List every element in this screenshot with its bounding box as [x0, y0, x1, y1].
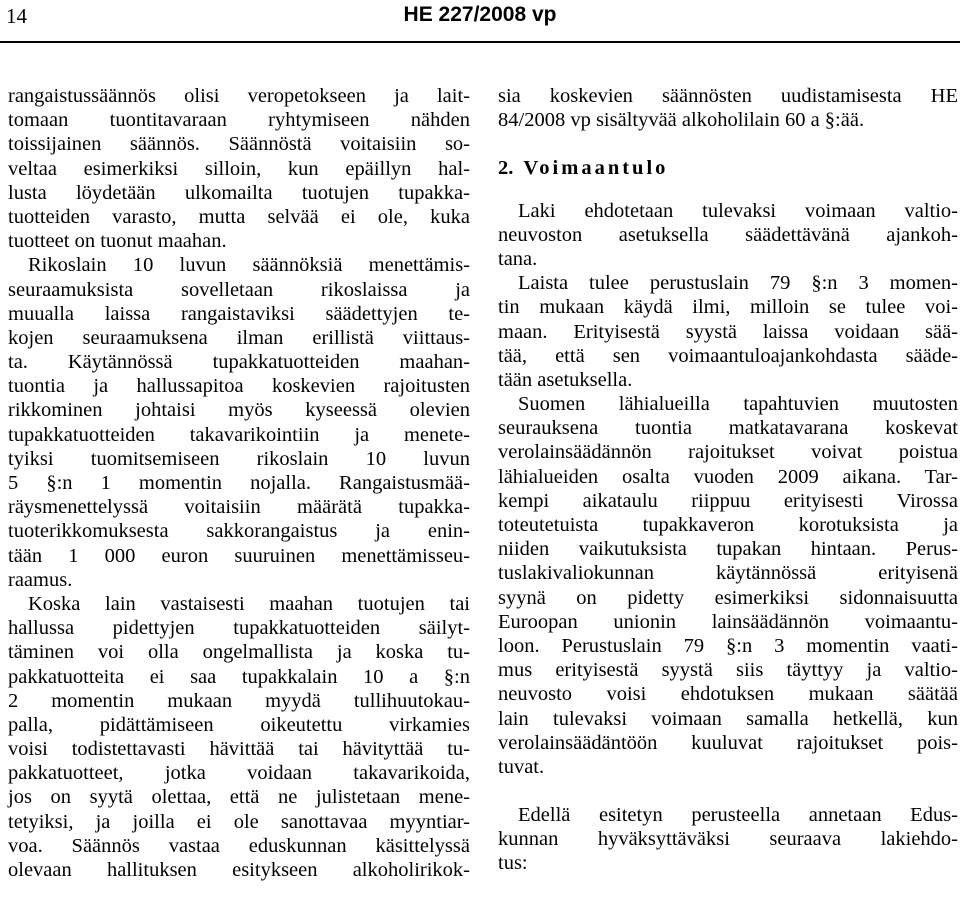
- text-line: muualla laissa rangaistaviksi säädettyjen te-: [8, 302, 470, 325]
- document-id: HE 227/2008 vp: [403, 3, 557, 26]
- page-number: 14: [6, 4, 27, 28]
- text-line: kojen seuraamuksena ilman erillistä viittaus-: [8, 326, 470, 349]
- text-line: tään asetuksella.: [498, 368, 633, 391]
- text-line: niiden vaikutuksista tupakan hintaan. Perus-: [498, 538, 958, 561]
- text-line: tupakkatuotteiden takavarikointiin ja menete-: [8, 423, 470, 446]
- text-line: tus:: [498, 852, 528, 875]
- text-line: voisi todistettavasti hävittää tai hävityttää tu-: [8, 738, 470, 761]
- text-line: veltaa esimerkiksi silloin, kun epäillyn hal-: [8, 157, 470, 180]
- text-line: tana.: [498, 247, 538, 270]
- text-line: tetyiksi, ja joilla ei ole sanottavaa myyntiar-: [8, 810, 470, 833]
- text-line: lähialueiden osalta vuoden 2009 aikana. Tar-: [498, 465, 958, 488]
- page-header: [0, 0, 960, 40]
- text-line: kunnan hyväksyttäväksi seuraava lakiehdo-: [498, 828, 958, 851]
- text-line: tään 1 000 euron suuruinen menettämisseu-: [8, 544, 470, 567]
- text-line: tomaan tuontitavaraan ryhtymiseen nähden: [8, 109, 470, 132]
- text-line: toissijainen säännös. Säännöstä voitaisiin so-: [8, 133, 470, 156]
- text-line: ta. Käytännössä tupakkatuotteiden maahan-: [8, 351, 470, 374]
- text-line: pakkatuotteet, jotka voidaan takavarikoida,: [8, 762, 470, 785]
- text-line: räysmenettelyssä voitaisiin määrätä tupakka-: [8, 496, 470, 519]
- text-line: tuotteiden varasto, mutta selvää ei ole, kuka: [8, 205, 470, 228]
- text-line: sia koskevien säännösten uudistamisesta HE: [498, 85, 958, 107]
- text-line: tuslakivaliokunnan käytännössä erityisenä: [498, 562, 958, 585]
- spacer: [498, 181, 958, 199]
- left-column: [8, 84, 470, 882]
- text-line: Rikoslain 10 luvun säännöksiä menettämis-: [28, 254, 470, 277]
- spacer: [498, 779, 958, 803]
- text-line: tuotteet on tuonut maahan.: [8, 230, 227, 253]
- section-number: 2.: [498, 157, 514, 180]
- text-line: tin mukaan käydä ilmi, milloin se tulee voi-: [498, 296, 958, 319]
- text-line: täminen voi olla ongelmallista ja koska tu-: [8, 641, 470, 664]
- text-line: 84/2008 vp sisältyvää alkoholilain 60 a §:ää.: [498, 109, 865, 132]
- text-line: olevaan hallituksen esitykseen alkoholirikok-: [8, 859, 470, 881]
- text-line: tuontia ja hallussapitoa koskevien rajoitusten: [8, 375, 470, 398]
- text-line: voa. Säännös vastaa eduskunnan käsittelyssä: [8, 834, 470, 857]
- text-line: Laista tulee perustuslain 79 §:n 3 momen-: [518, 272, 958, 295]
- header-rule: [0, 41, 960, 43]
- right-column-continuation: [498, 84, 958, 132]
- text-line: toteutetuista tupakkaveron korotuksista ja: [498, 514, 958, 536]
- text-line: syynä on pidetty esimerkiksi sidonnaisuutta: [498, 586, 958, 609]
- text-line: verolainsäädäntöön kuuluvat rajoitukset pois-: [498, 731, 958, 754]
- text-line: neuvosto voisi ehdotuksen mukaan säätää: [498, 683, 958, 706]
- section-heading: [498, 156, 958, 180]
- section-body: [498, 199, 958, 780]
- text-line: tyiksi tuomitsemiseen rikoslain 10 luvun: [8, 447, 470, 470]
- text-line: raamus.: [8, 568, 73, 591]
- text-line: seuraamuksista sovelletaan rikoslaissa ja: [8, 278, 470, 301]
- text-line: Koska lain vastaisesti maahan tuotujen tai: [28, 592, 470, 615]
- text-line: tuoterikkomuksesta sakkorangaistus ja enin-: [8, 520, 470, 543]
- text-line: 5 §:n 1 momentin nojalla. Rangaistusmää-: [8, 472, 470, 494]
- section-title: Voimaantulo: [523, 157, 669, 180]
- text-line: mus erityisestä syystä siis täyttyy ja valtio-: [498, 659, 958, 682]
- text-line: Edellä esitetyn perusteella annetaan Edus-: [518, 804, 958, 827]
- text-line: tää, että sen voimaantuloajankohdasta sääde-: [498, 344, 958, 367]
- text-line: Euroopan unionin lainsäädännön voimaantu-: [498, 610, 958, 633]
- spacer: [498, 132, 958, 156]
- text-line: verolainsäädännön rajoitukset voivat poistua: [498, 441, 958, 464]
- text-line: rikkominen johtaisi myös kyseessä olevien: [8, 399, 470, 422]
- text-line: Suomen lähialueilla tapahtuvien muutosten: [518, 393, 958, 416]
- text-line: maan. Erityisestä syystä laissa voidaan sää-: [498, 320, 958, 343]
- text-line: Laki ehdotetaan tulevaksi voimaan valtio-: [518, 199, 958, 222]
- text-line: hallussa pidettyjen tupakkatuotteiden säilyt-: [8, 617, 470, 640]
- closing-paragraph: [498, 803, 958, 876]
- text-line: neuvoston asetuksella säädettävänä ajankoh-: [498, 223, 958, 246]
- text-line: seurauksena tuontia matkatavarana koskevat: [498, 417, 958, 440]
- text-line: pakkatuotteita ei saa tupakkalain 10 a §:n: [8, 665, 470, 688]
- text-line: palla, pidättämiseen oikeutettu virkamies: [8, 713, 470, 736]
- text-line: tuvat.: [498, 755, 545, 778]
- text-line: rangaistussäännös olisi veropetokseen ja lait-: [8, 85, 470, 107]
- text-line: 2 momentin mukaan myydä tullihuutokau-: [8, 689, 470, 712]
- text-line: kempi aikataulu riippuu erityisesti Virossa: [498, 489, 958, 512]
- text-line: loon. Perustuslain 79 §:n 3 momentin vaati-: [498, 634, 958, 657]
- text-line: lusta löydetään ulkomailta tuotujen tupakka-: [8, 181, 470, 204]
- text-line: jos on syytä olettaa, että ne julistetaan mene-: [8, 786, 470, 809]
- text-line: lain tulevaksi voimaan samalla hetkellä, kun: [498, 707, 958, 730]
- right-column: [498, 84, 958, 876]
